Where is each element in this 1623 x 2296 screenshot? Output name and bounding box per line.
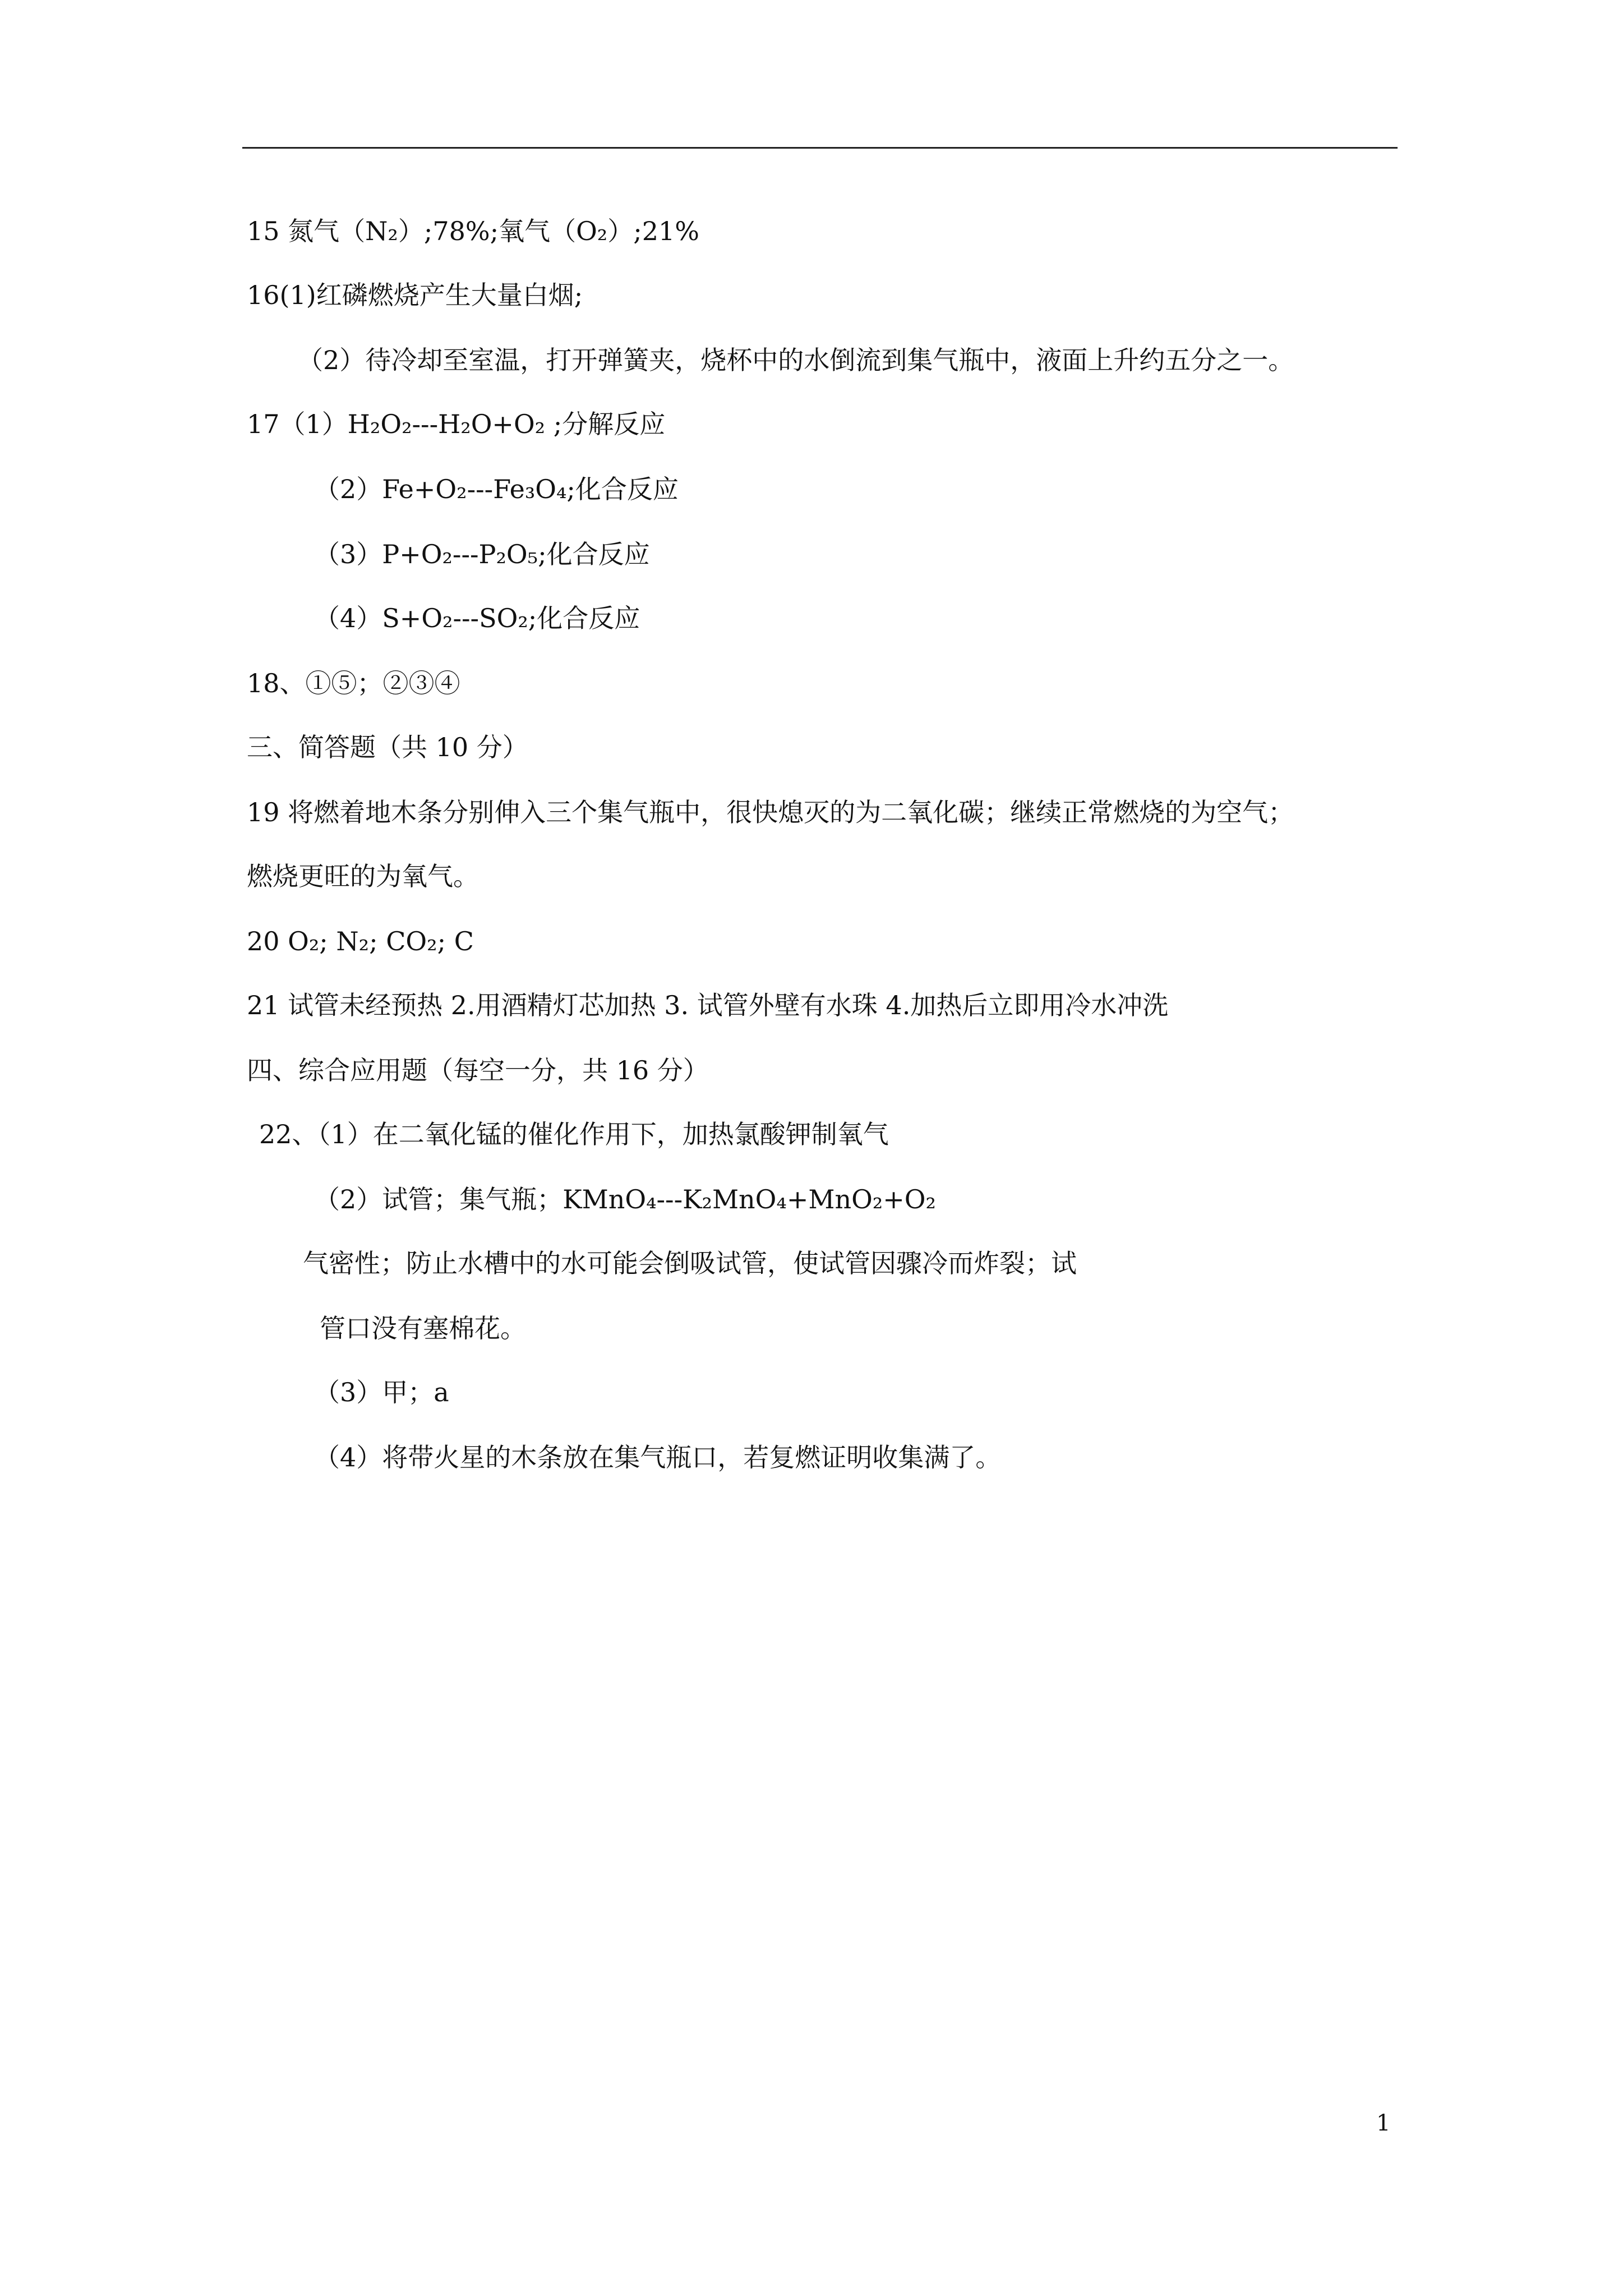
answer-line-19-cont: 燃烧更旺的为氧气。	[247, 861, 479, 891]
answer-line-22-2-cont: 气密性；防止水槽中的水可能会倒吸试管，使试管因骤冷而炸裂；试	[303, 1248, 1077, 1278]
answer-line-15: 15 氮气（N₂）;78%;氧气（O₂）;21%	[247, 216, 699, 246]
answer-line-17-3: （3）P+O₂---P₂O₅;化合反应	[314, 539, 650, 569]
answer-line-16-1: 16(1)红磷燃烧产生大量白烟;	[247, 280, 583, 310]
page-number: 1	[1376, 2110, 1391, 2136]
answer-line-22-1: 22、（1）在二氧化锰的催化作用下，加热氯酸钾制氧气	[259, 1119, 889, 1149]
answer-line-17-2: （2）Fe+O₂---Fe₃O₄;化合反应	[314, 474, 679, 504]
answer-line-22-4: （4）将带火星的木条放在集气瓶口，若复燃证明收集满了。	[314, 1442, 1002, 1473]
answer-line-17-4: （4）S+O₂---SO₂;化合反应	[314, 603, 640, 633]
answer-line-20: 20 O₂; N₂; CO₂; C	[247, 926, 474, 956]
answer-line-17-1: 17（1）H₂O₂---H₂O+O₂ ;分解反应	[247, 409, 666, 439]
answer-line-16-2: （2）待冷却至室温，打开弹簧夹，烧杯中的水倒流到集气瓶中，液面上升约五分之一。	[297, 345, 1294, 375]
answer-line-21: 21 试管未经预热 2.用酒精灯芯加热 3. 试管外壁有水珠 4.加热后立即用冷水冲洗	[247, 990, 1169, 1020]
section-heading-4: 四、综合应用题（每空一分，共 16 分）	[247, 1055, 709, 1085]
answer-line-19: 19 将燃着地木条分别伸入三个集气瓶中，很快熄灭的为二氧化碳；继续正常燃烧的为空气；	[247, 797, 1294, 827]
answer-line-22-2-end: 管口没有塞棉花。	[320, 1313, 526, 1343]
answer-line-18: 18、①⑤；②③④	[247, 668, 460, 698]
answer-line-22-2: （2）试管；集气瓶；KMnO₄---K₂MnO₄+MnO₂+O₂	[314, 1184, 936, 1214]
section-heading-3: 三、简答题（共 10 分）	[247, 732, 528, 762]
header-rule	[242, 147, 1398, 149]
answer-line-22-3: （3）甲；a	[314, 1377, 449, 1407]
